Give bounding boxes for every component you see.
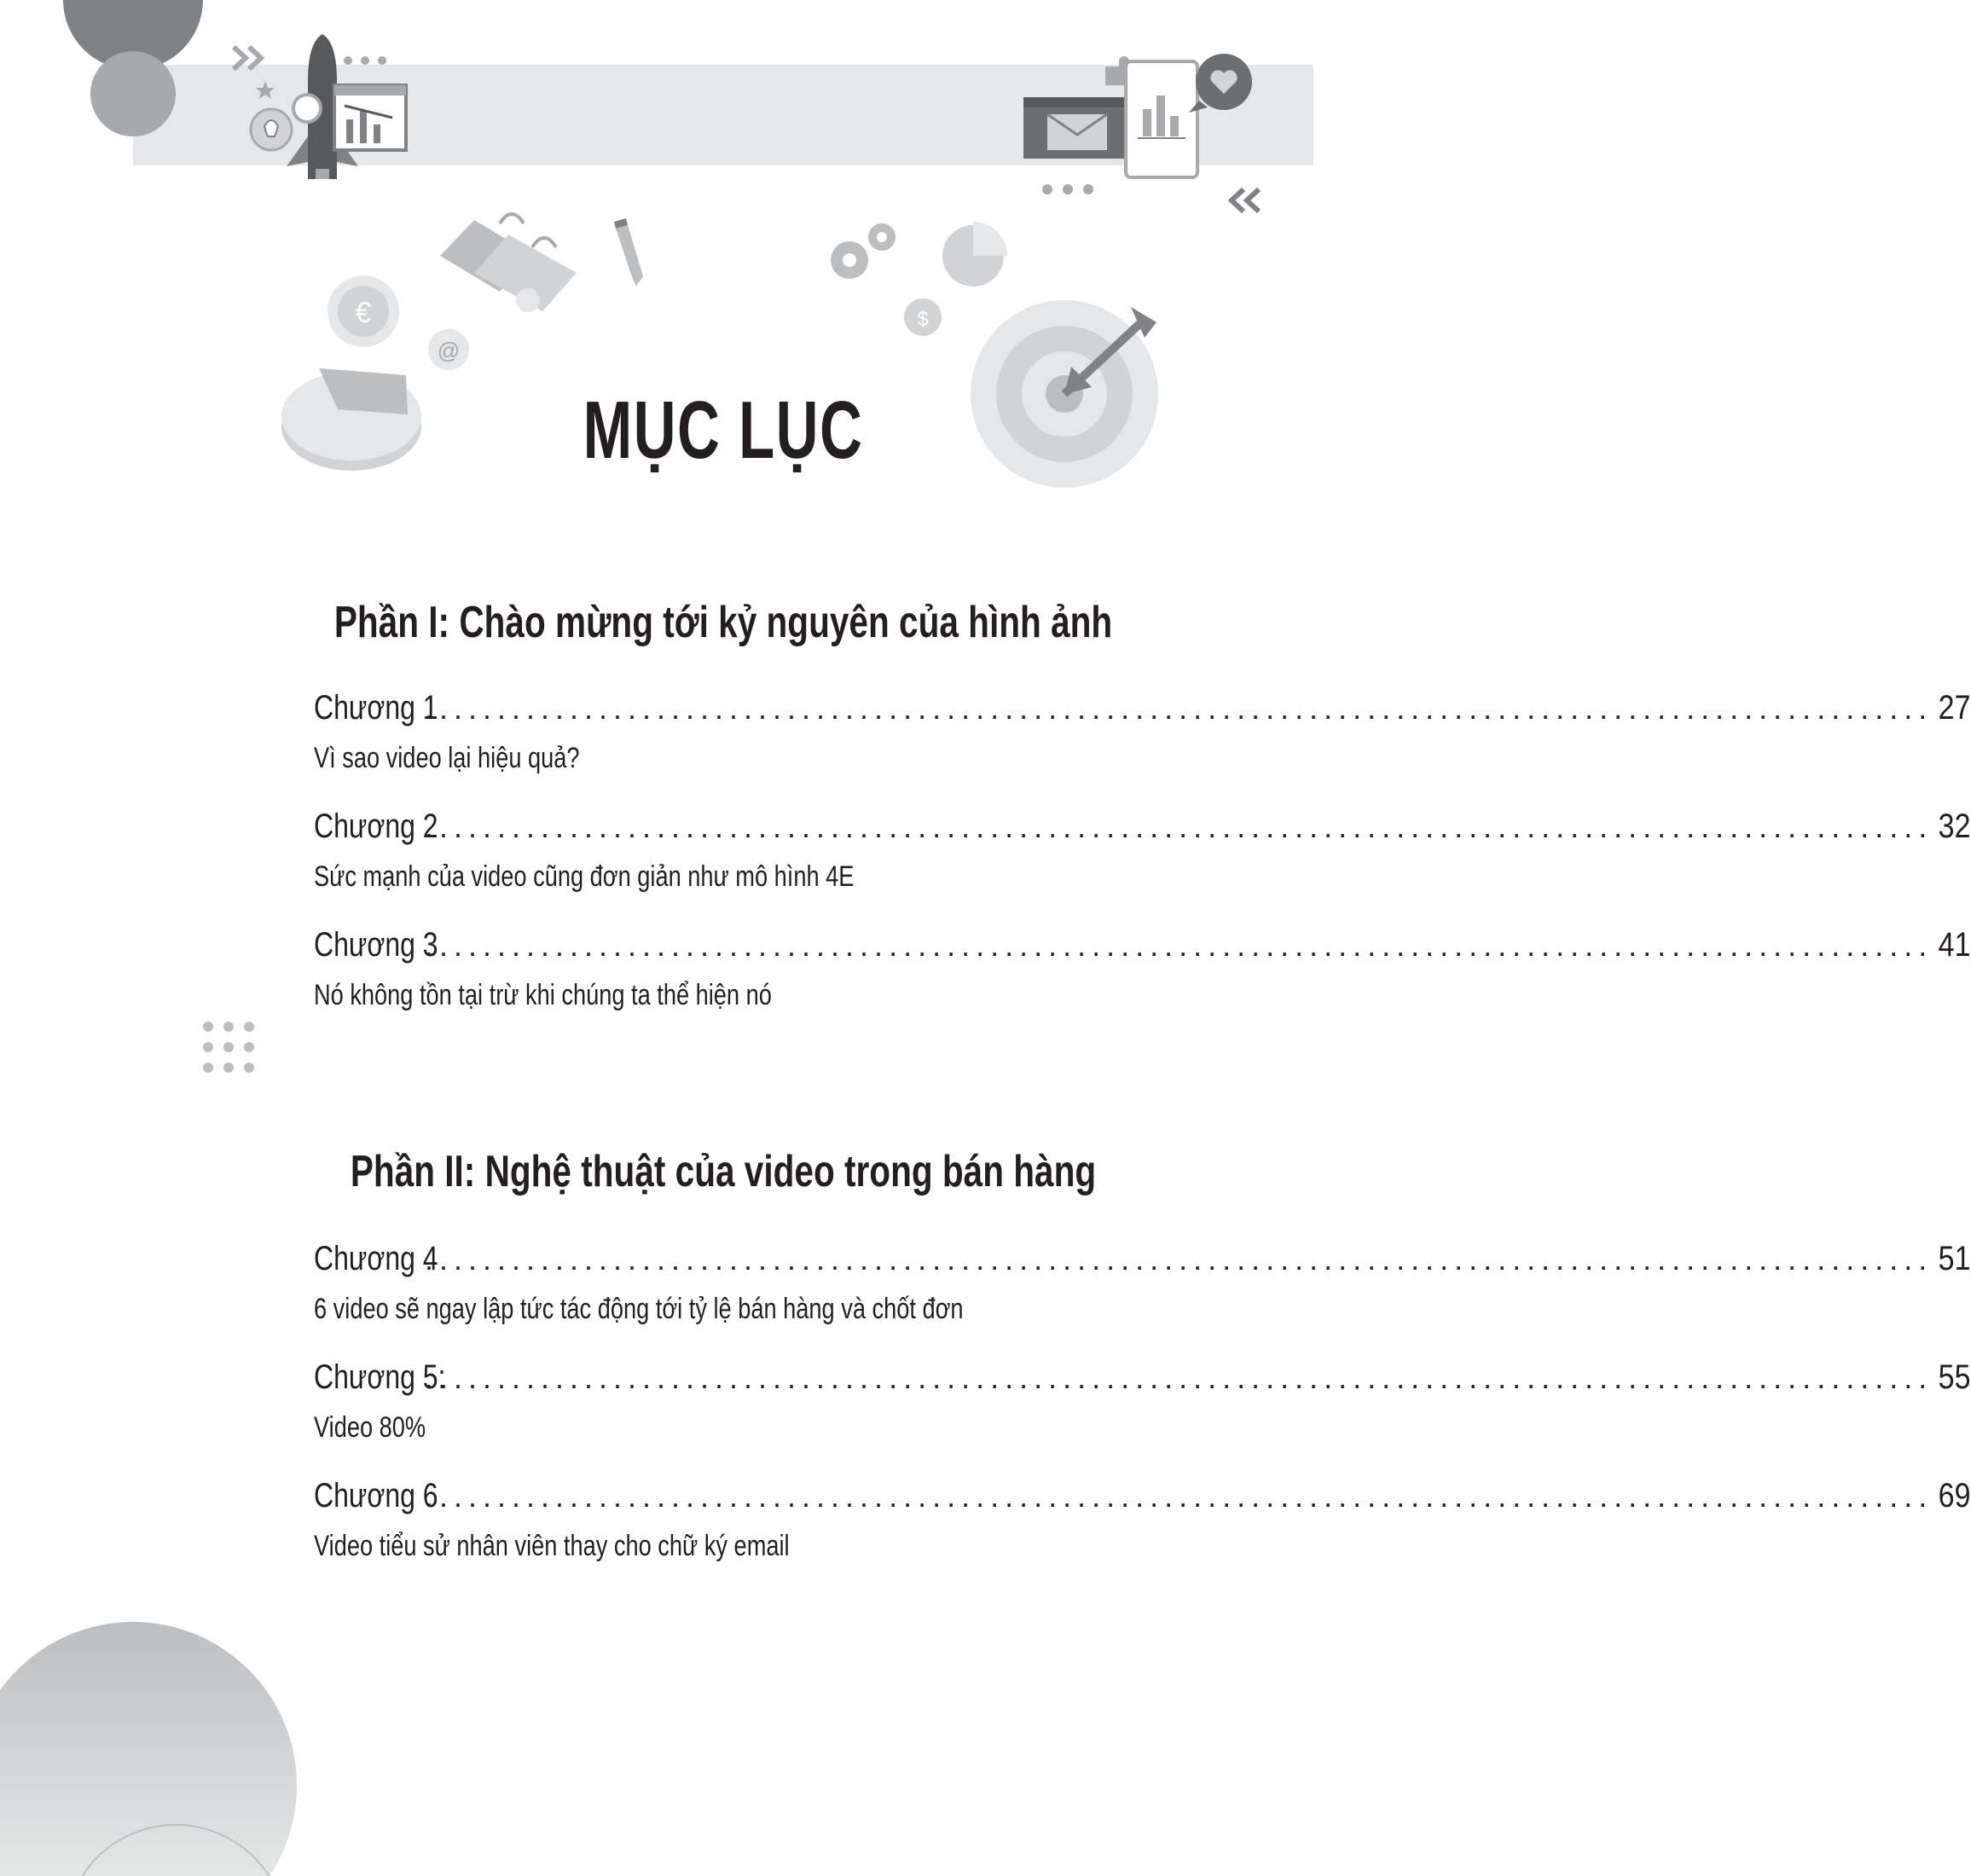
part-title-1: Phần I: Chào mừng tới kỷ nguyên của hình ảnh bbox=[333, 598, 1113, 647]
gears-icon bbox=[831, 223, 896, 279]
dot-leader: ........................................................................................................ bbox=[425, 928, 1933, 963]
chapter-subtitle: Video tiểu sử nhân viên thay cho chữ ký email bbox=[314, 1530, 790, 1562]
deco-circle-gradient bbox=[0, 1622, 297, 1876]
dot-leader: ........................................................................................................ bbox=[425, 1479, 1933, 1514]
toc-entry[interactable] bbox=[314, 1240, 1971, 1326]
chapter-subtitle: Vì sao video lại hiệu quả? bbox=[314, 742, 580, 774]
chevron-right-icon bbox=[234, 47, 261, 69]
chapter-label: Chương 6 bbox=[314, 1477, 438, 1514]
bottom-circle-decoration bbox=[133, 1654, 304, 1876]
pie-chart-icon bbox=[942, 222, 1007, 287]
chapter-subtitle: 6 video sẽ ngay lập tức tác động tới tỷ lệ bán hàng và chốt đơn bbox=[314, 1293, 964, 1325]
mail-window-icon bbox=[1023, 97, 1133, 159]
dot-leader: ........................................................................................................ bbox=[425, 809, 1933, 844]
page-number: 27 bbox=[1938, 689, 1971, 727]
shopping-bags-icon bbox=[440, 214, 577, 312]
toc-part-2 bbox=[314, 1240, 1971, 1595]
dot-leader: ........................................................................................................ bbox=[425, 691, 1933, 726]
page-number: 51 bbox=[1938, 1240, 1971, 1277]
svg-text:$: $ bbox=[917, 308, 929, 331]
toc-entry[interactable] bbox=[314, 808, 1971, 894]
dot-leader: ........................................................................................................ bbox=[425, 1360, 1933, 1395]
chapter-label: Chương 3 bbox=[314, 926, 438, 964]
star-icon bbox=[256, 81, 275, 99]
toc-title: MỤC LỤC bbox=[583, 385, 864, 476]
dot-grid-decoration bbox=[203, 1022, 264, 1083]
deco-circle-light bbox=[90, 51, 176, 136]
lightbulb-icon bbox=[251, 109, 292, 150]
tablet-chart-icon bbox=[1126, 61, 1197, 177]
toc-entry[interactable] bbox=[314, 1358, 1971, 1445]
page-number: 55 bbox=[1938, 1358, 1971, 1396]
pencil-icon bbox=[614, 218, 643, 287]
toc-part-1 bbox=[314, 689, 1971, 1045]
chapter-label: Chương 2 bbox=[314, 808, 438, 845]
heart-bubble-icon bbox=[1189, 54, 1252, 113]
dot-leader: ........................................................................................................ bbox=[425, 1242, 1933, 1277]
toc-entry[interactable] bbox=[314, 1477, 1971, 1563]
svg-text:€: € bbox=[355, 297, 372, 329]
browser-chart-icon bbox=[334, 85, 406, 150]
page-number: 69 bbox=[1938, 1477, 1971, 1514]
euro-coin-icon bbox=[328, 275, 399, 347]
toc-entry[interactable] bbox=[314, 689, 1971, 775]
chapter-subtitle: Nó không tồn tại trừ khi chúng ta thể hiện nó bbox=[314, 979, 772, 1011]
dollar-coin-icon bbox=[904, 298, 942, 336]
dots-decoration bbox=[344, 56, 1093, 194]
page-number: 41 bbox=[1938, 926, 1971, 964]
part-title-2: Phần II: Nghệ thuật của video trong bán hàng bbox=[350, 1147, 1097, 1196]
chapter-label: Chương 1 bbox=[314, 689, 438, 727]
chapter-label: Chương 5: bbox=[314, 1358, 446, 1396]
svg-text:@: @ bbox=[437, 338, 461, 363]
toc-entry[interactable] bbox=[314, 926, 1971, 1012]
page-number: 32 bbox=[1938, 808, 1971, 845]
at-sign-icon bbox=[428, 329, 469, 370]
toc-page bbox=[133, 0, 1971, 1876]
chapter-subtitle: Video 80% bbox=[314, 1411, 426, 1444]
chevron-left-icon bbox=[1232, 189, 1259, 211]
chapter-subtitle: Sức mạnh của video cũng đơn giản như mô hình 4E bbox=[314, 860, 855, 893]
chapter-label: Chương 4 bbox=[314, 1240, 438, 1277]
